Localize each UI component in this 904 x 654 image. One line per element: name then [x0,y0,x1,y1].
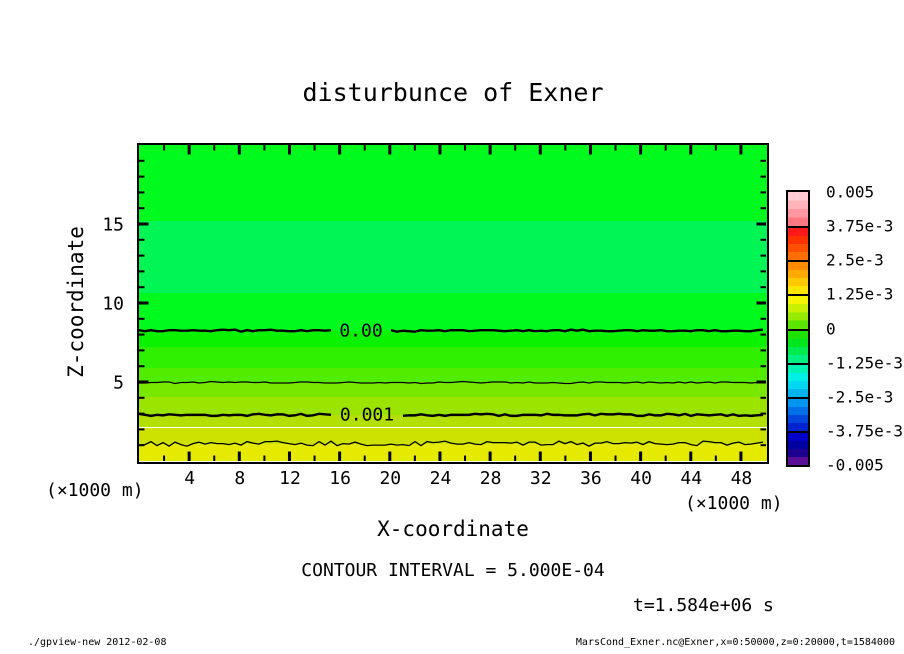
colorbar-tick-label: 2.5e-3 [826,250,884,270]
colorbar-segment [788,363,808,397]
footer-source-text: MarsCond_Exner.nc@Exner,x=0:50000,z=0:20000,t=1584000 [575,637,895,648]
colorbar-tick-label: -0.005 [826,455,884,475]
colorbar-tick-label: -2.5e-3 [826,387,894,407]
contour-and-ticks-layer [139,145,766,461]
colorbar-tick-label: 3.75e-3 [826,216,894,236]
x-tick-label: 48 [730,468,753,489]
colorbar-segment [788,431,808,465]
footer-command-text: ./gpview-new 2012-02-08 [28,637,167,648]
x-axis-title: X-coordinate [377,517,529,541]
contour-line [139,330,763,332]
chart-title: disturbunce of Exner [302,78,604,107]
contour-line [139,414,763,416]
colorbar-tick-label: 0.005 [826,182,875,202]
x-tick-label: 12 [279,468,301,489]
colorbar-segment [788,226,808,260]
y-tick-label: 5 [113,372,124,393]
x-tick-label: 40 [630,468,652,489]
x-tick-label: 44 [680,468,703,489]
plot-field [139,145,767,462]
colorbar-segment [788,260,808,294]
x-tick-label: 28 [479,468,502,489]
x-tick-label: 4 [184,468,196,489]
colorbar-tick-label: 1.25e-3 [826,284,894,304]
colorbar-tick-label: -1.25e-3 [826,353,904,373]
colorbar-segment [788,294,808,328]
colorbar-tick-label: 0 [826,319,836,338]
x-axis-unit-left: (×1000 m) [46,480,144,501]
contour-line [139,441,763,446]
y-tick-label: 15 [102,214,124,235]
x-axis-unit-right: (×1000 m) [685,493,783,514]
contour-label: 0.00 [339,320,383,342]
colorbar [786,190,810,467]
time-label: t=1.584e+06 s [633,595,774,616]
x-tick-label: 24 [429,468,452,489]
contour-label: 0.001 [339,404,395,426]
x-tick-label: 16 [329,468,351,489]
y-axis-title: Z-coordinate [64,226,88,378]
colorbar-tick-label: -3.75e-3 [826,421,904,441]
contour-line [139,381,763,383]
x-tick-label: 36 [580,468,602,489]
plot-area [137,143,769,464]
colorbar-segment [788,192,808,226]
x-tick-label: 20 [379,468,402,489]
y-tick-label: 10 [102,293,124,314]
x-tick-label: 32 [529,468,552,489]
contour-interval-label: CONTOUR INTERVAL = 5.000E-04 [301,560,605,581]
colorbar-segment [788,397,808,431]
colorbar-segment [788,329,808,363]
x-tick-label: 8 [234,468,246,489]
